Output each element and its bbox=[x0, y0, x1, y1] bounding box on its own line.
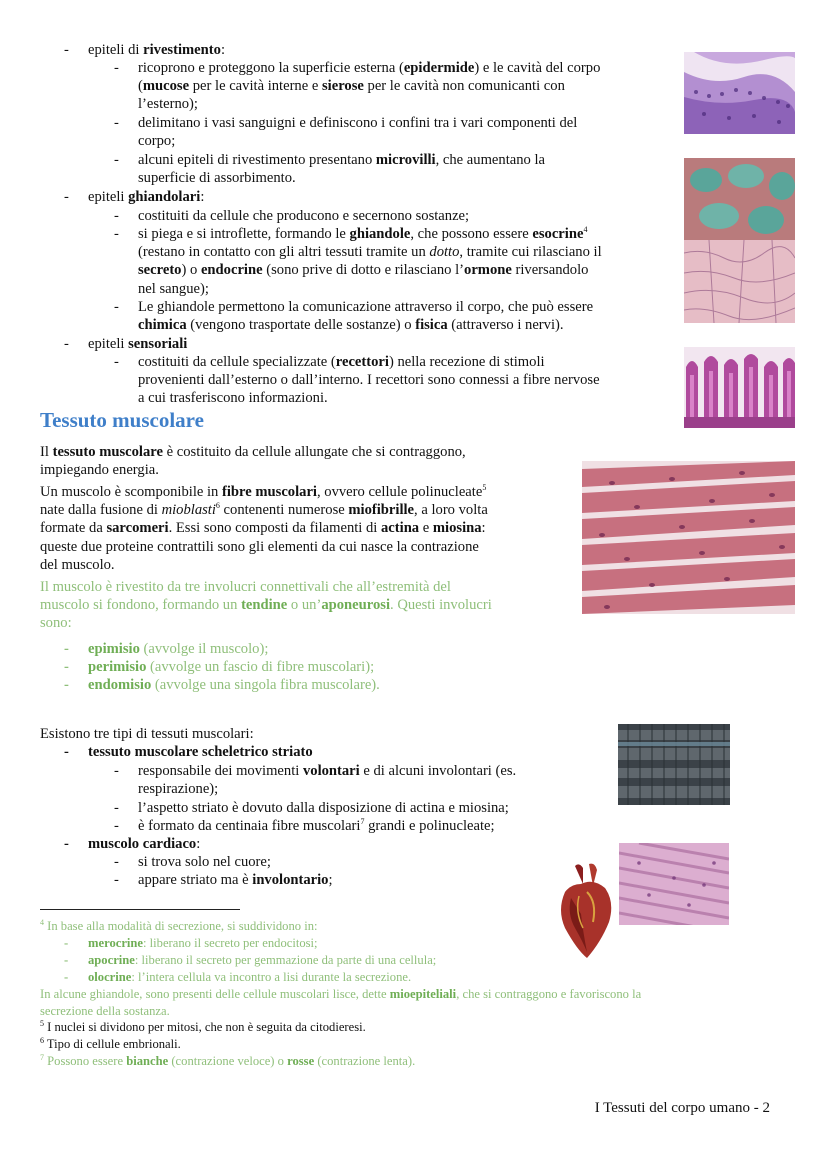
footnote-5: $^5$ I nuclei si dividono per mitosi, che non è seguita da citodieresi. bbox=[40, 1018, 366, 1034]
histology-image-squamous-epithelium bbox=[684, 52, 795, 134]
bullet-dash: - bbox=[114, 152, 119, 168]
list-item-endomisio: endomisio (avvolge una singola fibra muscolare). bbox=[88, 677, 380, 693]
bullet-dash: - bbox=[114, 60, 119, 76]
bullet-dash: - bbox=[114, 299, 119, 315]
list-item-perimisio: perimisio (avvolge un fascio di fibre muscolari); bbox=[88, 659, 375, 675]
list-subitem: costituiti da cellule che producono e secernono sostanze; bbox=[138, 208, 470, 224]
list-subitem: delimitano i vasi sanguigni e definiscono i confini tra i vari componenti del corpo; bbox=[138, 115, 578, 150]
list-subitem: è formato da centinaia fibre muscolari$^7$ grandi e polinucleate; bbox=[138, 817, 495, 834]
bullet-dash: - bbox=[114, 854, 119, 870]
section-heading-tessuto-muscolare: Tessuto muscolare bbox=[40, 408, 204, 432]
histology-image-skeletal-muscle bbox=[618, 724, 730, 805]
list-item-skeletal: tessuto muscolare scheletrico striato bbox=[88, 744, 313, 760]
footnote-divider bbox=[40, 909, 240, 910]
bullet-dash: - bbox=[114, 763, 119, 779]
histology-image-muscle-fibers bbox=[582, 461, 795, 614]
types-intro: Esistono tre tipi di tessuti muscolari: bbox=[40, 726, 254, 742]
histology-image-sensory-epithelium bbox=[684, 347, 795, 428]
bullet-dash: - bbox=[114, 872, 119, 888]
list-item-cardiac: muscolo cardiaco: bbox=[88, 836, 201, 852]
paragraph-muscle-envelopes: Il muscolo è rivestito da tre involucri connettivali che all’estremità del muscolo si fondono, formando un tendine o un’aponeurosi. Questi involucri sono: bbox=[40, 579, 492, 632]
list-subitem: Le ghiandole permettono la comunicazione attraverso il corpo, che può essere chimica (vengono trasportate delle sostanze) o fisica (attraverso i nervi). bbox=[138, 299, 594, 334]
bullet-dash: - bbox=[114, 208, 119, 224]
bullet-dash: - bbox=[114, 800, 119, 816]
footnote-4-paragraph: In alcune ghiandole, sono presenti delle cellule muscolari lisce, dette mioepiteliali, che si contraggono e favoriscono la secrezione della sostanza. bbox=[40, 987, 642, 1018]
bullet-dash: - bbox=[64, 42, 69, 58]
bullet-dash: - bbox=[114, 115, 119, 131]
list-item-rivestimento bbox=[88, 41, 225, 59]
bullet-dash: - bbox=[114, 354, 119, 370]
list-item-epimisio: epimisio (avvolge il muscolo); bbox=[88, 641, 269, 657]
list-subitem: appare striato ma è involontario; bbox=[138, 872, 333, 888]
term: rivestimento bbox=[143, 42, 221, 58]
list-subitem: l’aspetto striato è dovuto dalla disposizione di actina e miosina; bbox=[138, 800, 509, 816]
text: : bbox=[220, 42, 225, 58]
bullet-dash: - bbox=[64, 836, 69, 852]
bullet-dash: - bbox=[64, 336, 69, 352]
bullet-dash: - bbox=[114, 226, 119, 242]
list-subitem: si piega e si introflette, formando le ghiandole, che possono essere esocrine$^4$ (restano in contatto con gli altri tessuti tramite un dotto, tramite cui rilasciano il secreto) o endocrine (sono prive di dotto e rilasciano l’ormone riversandolo nel sangue); bbox=[138, 225, 602, 297]
list-item-ghiandolari: epiteli ghiandolari: bbox=[88, 189, 205, 205]
list-subitem: costituiti da cellule specializzate (recettori) nella recezione di stimoli provenienti dall’esterno o dall’interno. I recettori sono connessi a fibre nervose a cui trasferiscono informazioni. bbox=[138, 354, 600, 407]
page-footer: I Tessuti del corpo umano - 2 bbox=[594, 1100, 770, 1116]
footnote-4: $^4$ In base alla modalità di secrezione, si suddividono in: bbox=[40, 917, 318, 933]
list-subitem: ricoprono e proteggono la superficie esterna (epidermide) e le cavità del corpo (mucose per le cavità interne e sierose per le cavità non comunicanti con l’esterno); bbox=[138, 60, 601, 113]
bullet-dash: - bbox=[64, 189, 69, 205]
bullet-dash: - bbox=[114, 818, 119, 834]
list-subitem: alcuni epiteli di rivestimento presentano microvilli, che aumentano la superficie di assorbimento. bbox=[138, 152, 546, 187]
bullet-dash: - bbox=[64, 744, 69, 760]
text: epiteli di bbox=[88, 42, 144, 58]
histology-image-glandular-epithelium bbox=[684, 158, 795, 323]
histology-image-cardiac-muscle bbox=[619, 843, 729, 925]
footnote-6: $^6$ Tipo di cellule embrionali. bbox=[40, 1035, 181, 1051]
list-subitem: responsabile dei movimenti volontari e di alcuni involontari (es. respirazione); bbox=[138, 763, 517, 798]
heart-illustration bbox=[553, 862, 617, 960]
paragraph-muscle-intro: Il tessuto muscolare è costituito da cellule allungate che si contraggono, impiegando energia. bbox=[40, 444, 466, 479]
paragraph-muscle-fibers: Un muscolo è scomponibile in fibre muscolari, ovvero cellule polinucleate$^5$ nate dalla fusione di mioblasti$^6$ contenenti numerose miofibrille, a loro volta formate da sarcomeri. Essi sono composti da filamenti di actina e miosina: queste due proteine contrattili sono gli elementi da cui nasce la contrazione del muscolo. bbox=[40, 483, 488, 573]
footnote-7: $^7$ Possono essere bianche (contrazione veloce) o rosse (contrazione lenta). bbox=[40, 1052, 416, 1068]
list-subitem: si trova solo nel cuore; bbox=[138, 854, 271, 870]
list-item-sensoriali: epiteli sensoriali bbox=[88, 336, 188, 352]
